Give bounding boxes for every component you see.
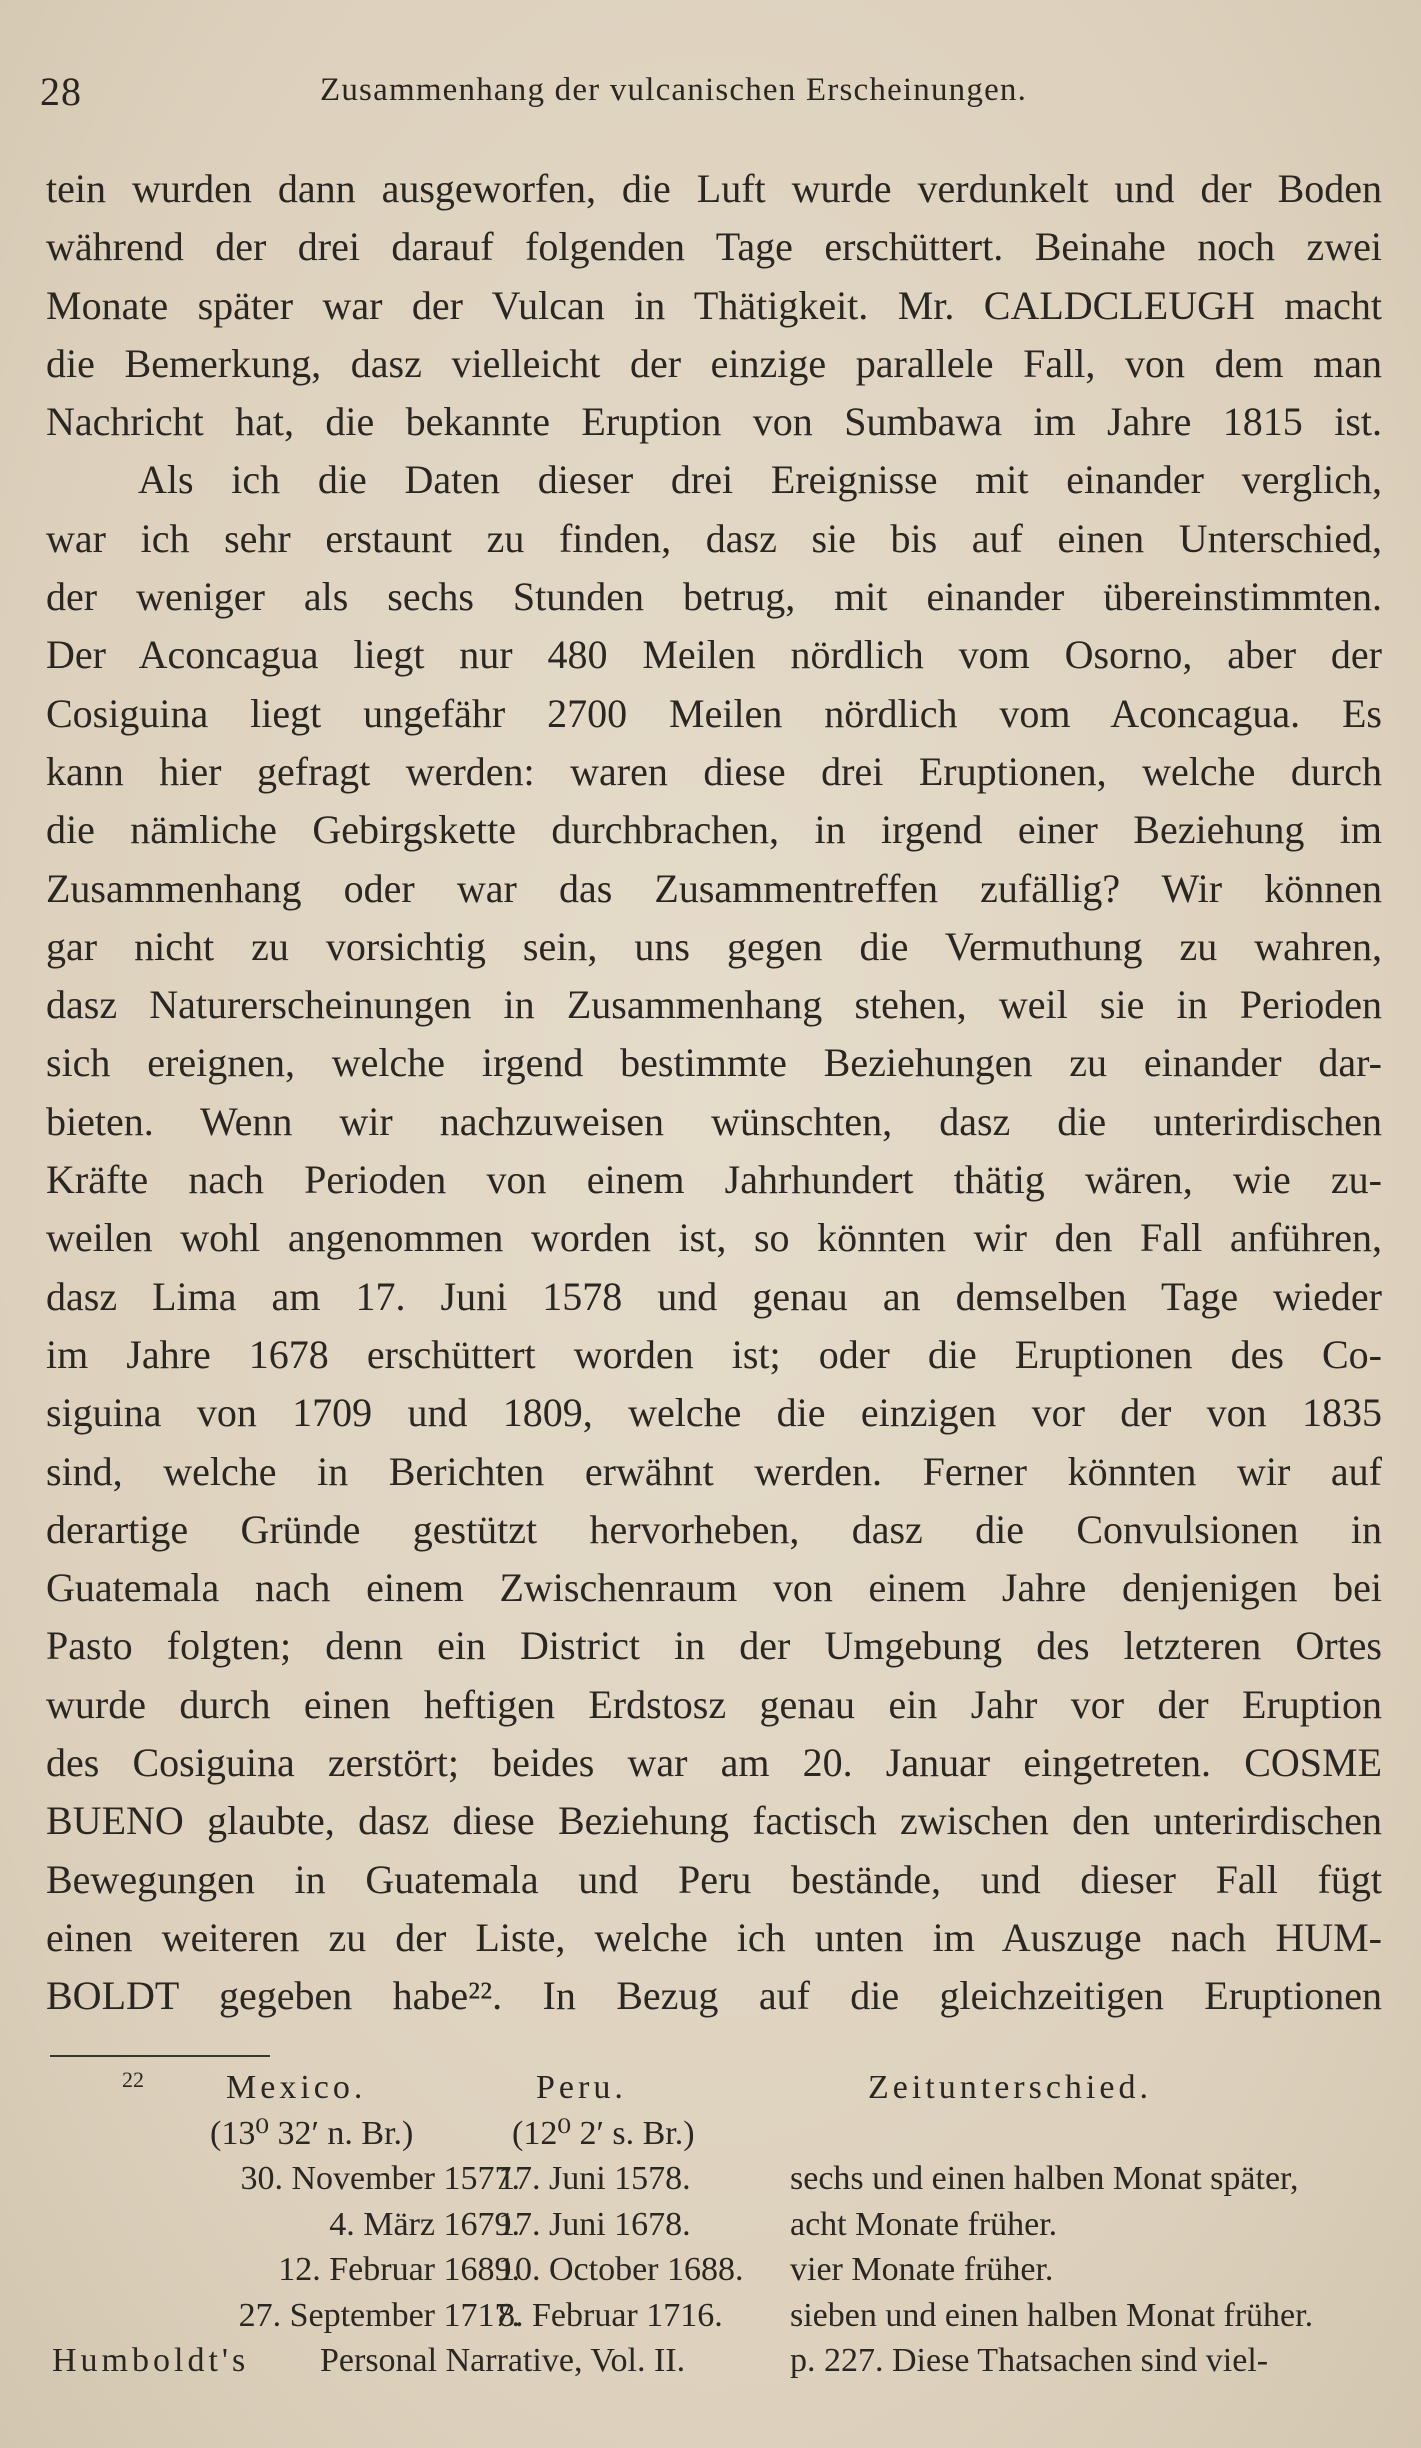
text-line: gar nicht zu vorsichtig sein, uns gegen die Vermuthung zu wahren, [46, 923, 1382, 969]
text-line: Zusammenhang oder war das Zusammentreffen zufällig? Wir können [46, 865, 1382, 911]
text-line: der weniger als sechs Stunden betrug, mit einander übereinstimmten. [46, 574, 1382, 620]
footnote-table-row [50, 2293, 1390, 2339]
date-peru: 17. Juni 1578. [498, 2160, 691, 2197]
text-line: während der drei darauf folgenden Tage erschüttert. Beinahe noch zwei [46, 224, 1382, 270]
text-line: Der Aconcagua liegt nur 480 Meilen nördlich vom Osorno, aber der [46, 632, 1382, 678]
column-header-mexico: Mexico. [226, 2069, 367, 2106]
body-text [46, 160, 1382, 2026]
footnote [50, 2065, 1390, 2384]
text-line: BOLDT gegeben habe²². In Bezug auf die gleichzeitigen Eruptionen [46, 1973, 1382, 2019]
text-line: Als ich die Daten dieser drei Ereignisse mit einander verglich, [138, 457, 1382, 503]
latitude-peru: (12⁰ 2′ s. Br.) [512, 2114, 695, 2152]
text-line: bieten. Wenn wir nachzuweisen wünschten, dasz die unterirdischen [46, 1098, 1382, 1144]
text-line: derartige Gründe gestützt hervorheben, dasz die Convulsionen in [46, 1506, 1382, 1552]
footnote-table-rows [50, 2156, 1390, 2338]
text-line: die Bemerkung, dasz vielleicht der einzige parallele Fall, von dem man [46, 340, 1382, 386]
time-difference: sechs und einen halben Monat später, [790, 2160, 1299, 2197]
date-peru: 8. Februar 1716. [498, 2296, 723, 2334]
text-line: war ich sehr erstaunt zu finden, dasz sie bis auf einen Unterschied, [46, 515, 1382, 561]
text-line: Bewegungen in Guatemala und Peru bestände, und dieser Fall fügt [46, 1856, 1382, 1902]
source-author: Humboldt's [52, 2342, 250, 2379]
text-line: Guatemala nach einem Zwischenraum von einem Jahre denjenigen bei [46, 1565, 1382, 1611]
text-line: kann hier gefragt werden: waren diese drei Eruptionen, welche durch [46, 748, 1382, 794]
text-line: des Cosiguina zerstört; beides war am 20. Januar eingetreten. COSME [46, 1740, 1382, 1786]
text-line: siguina von 1709 und 1809, welche die einzigen vor der von 1835 [46, 1390, 1382, 1436]
text-line: dasz Lima am 17. Juni 1578 und genau an demselben Tage wieder [46, 1273, 1382, 1319]
date-mexico: 30. November 1577. [240, 2160, 520, 2197]
text-line: Monate später war der Vulcan in Thätigkeit. Mr. CALDCLEUGH macht [46, 282, 1382, 328]
date-mexico: 4. März 1679. [329, 2205, 520, 2243]
text-line: BUENO glaubte, dasz diese Beziehung factisch zwischen den unterirdischen [46, 1798, 1382, 1844]
source-title: Personal Narrative, Vol. II. [320, 2342, 686, 2379]
text-line: einen weiteren zu der Liste, welche ich unten im Auszuge nach HUM- [46, 1914, 1382, 1960]
text-line: tein wurden dann ausgeworfen, die Luft wurde verdunkelt und der Boden [46, 166, 1382, 211]
column-header-peru: Peru. [536, 2069, 627, 2106]
column-header-zeitunterschied: Zeitunterschied. [868, 2069, 1152, 2106]
footnote-subheader-row [50, 2111, 1390, 2157]
running-title: Zusammenhang der vulcanischen Erscheinungen. [320, 72, 1028, 108]
time-difference: acht Monate früher. [790, 2205, 1058, 2243]
footnote-source-row [50, 2338, 1390, 2384]
time-difference: vier Monate früher. [790, 2251, 1054, 2288]
date-peru: 17. Juni 1678. [498, 2205, 691, 2243]
source-page: p. 227. Diese Thatsachen sind viel- [790, 2342, 1269, 2379]
running-head [40, 68, 1380, 118]
footnote-table-row [50, 2202, 1390, 2248]
footnote-table-row [50, 2247, 1390, 2293]
text-line: sich ereignen, welche irgend bestimmte Beziehungen zu einander dar- [46, 1040, 1382, 1086]
footnote-marker: 22 [122, 2067, 144, 2092]
page-number: 28 [40, 69, 82, 114]
latitude-mexico: (13⁰ 32′ n. Br.) [210, 2114, 414, 2152]
date-mexico: 27. September 1717. [238, 2296, 520, 2334]
footnote-rule [50, 2055, 270, 2057]
time-difference: sieben und einen halben Monat früher. [790, 2296, 1314, 2334]
text-line: wurde durch einen heftigen Erdstosz genau ein Jahr vor der Eruption [46, 1681, 1382, 1727]
text-line: im Jahre 1678 erschüttert worden ist; oder die Eruptionen des Co- [46, 1331, 1382, 1377]
text-line: Kräfte nach Perioden von einem Jahrhundert thätig wären, wie zu- [46, 1157, 1382, 1203]
text-line: Nachricht hat, die bekannte Eruption von Sumbawa im Jahre 1815 ist. [46, 399, 1382, 445]
text-line: die nämliche Gebirgskette durchbrachen, in irgend einer Beziehung im [46, 807, 1382, 853]
date-peru: 10. October 1688. [498, 2251, 744, 2288]
text-line: Cosiguina liegt ungefähr 2700 Meilen nördlich vom Aconcagua. Es [46, 690, 1382, 736]
footnote-table-row [50, 2156, 1390, 2202]
text-line: Pasto folgten; denn ein District in der Umgebung des letzteren Ortes [46, 1623, 1382, 1669]
text-line: dasz Naturerscheinungen in Zusammenhang stehen, weil sie in Perioden [46, 982, 1382, 1028]
text-line: weilen wohl angenommen worden ist, so könnten wir den Fall anführen, [46, 1215, 1382, 1261]
text-line: sind, welche in Berichten erwähnt werden. Ferner könnten wir auf [46, 1448, 1382, 1494]
date-mexico: 12. Februar 1689. [278, 2251, 520, 2288]
footnote-header-row [50, 2065, 1390, 2111]
